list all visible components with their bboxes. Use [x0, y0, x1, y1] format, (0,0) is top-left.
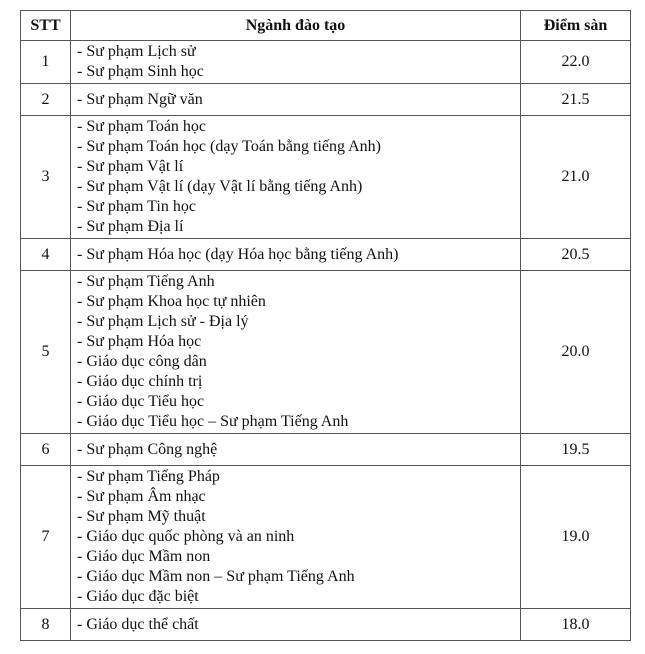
major-item: - Sư phạm Tiếng Anh: [77, 273, 215, 290]
major-item: - Sư phạm Mỹ thuật: [77, 508, 206, 525]
table-row: [21, 434, 631, 466]
major-item: - Sư phạm Ngữ văn: [77, 90, 203, 108]
major-item: - Sư phạm Toán học: [77, 118, 207, 135]
row-majors: [71, 434, 521, 466]
table-row: [21, 84, 631, 116]
major-item: - Sư phạm Vật lí (dạy Vật lí bằng tiếng Anh): [77, 178, 363, 195]
major-item: - Giáo dục Tiểu học – Sư phạm Tiếng Anh: [77, 413, 349, 430]
major-item: - Sư phạm Địa lí: [77, 218, 184, 235]
row-majors: [71, 116, 521, 239]
major-item: - Sư phạm Công nghệ: [77, 440, 218, 458]
table-row: [21, 271, 631, 434]
major-item: - Giáo dục Mầm non – Sư phạm Tiếng Anh: [77, 568, 355, 585]
table-header-row: [21, 11, 631, 41]
major-item: - Giáo dục chính trị: [77, 373, 203, 390]
major-item: - Sư phạm Hóa học (dạy Hóa học bằng tiếng Anh): [77, 245, 399, 263]
major-item: - Giáo dục Tiểu học: [77, 393, 205, 410]
row-majors: [71, 466, 521, 609]
row-stt: 5: [21, 271, 71, 434]
table-row: [21, 41, 631, 84]
row-score: 21.0: [521, 116, 631, 239]
row-majors: [71, 84, 521, 116]
table-row: [21, 609, 631, 641]
major-item: - Sư phạm Sinh học: [77, 63, 204, 80]
header-score: Điểm sàn: [521, 11, 631, 41]
row-stt: 6: [21, 434, 71, 466]
major-item: - Giáo dục công dân: [77, 353, 207, 370]
table-row: [21, 466, 631, 609]
major-item: - Sư phạm Hóa học: [77, 333, 202, 350]
row-majors: [71, 609, 521, 641]
header-major: Ngành đào tạo: [71, 11, 521, 41]
row-score: 19.5: [521, 434, 631, 466]
table-row: [21, 116, 631, 239]
row-score: 22.0: [521, 41, 631, 84]
row-stt: 2: [21, 84, 71, 116]
major-item: - Sư phạm Lịch sử: [77, 43, 196, 60]
major-item: - Giáo dục đặc biệt: [77, 588, 199, 605]
major-item: - Sư phạm Âm nhạc: [77, 488, 206, 505]
major-item: - Sư phạm Tiếng Pháp: [77, 468, 220, 485]
row-majors: [71, 239, 521, 271]
row-score: 20.5: [521, 239, 631, 271]
row-stt: 1: [21, 41, 71, 84]
row-stt: 7: [21, 466, 71, 609]
major-item: - Giáo dục Mầm non: [77, 548, 211, 565]
row-majors: [71, 41, 521, 84]
header-stt: STT: [21, 11, 71, 41]
major-item: - Giáo dục thể chất: [77, 615, 199, 633]
row-score: 18.0: [521, 609, 631, 641]
admission-score-table: [20, 10, 631, 641]
major-item: - Sư phạm Lịch sử - Địa lý: [77, 313, 249, 330]
major-item: - Giáo dục quốc phòng và an ninh: [77, 528, 295, 545]
major-item: - Sư phạm Vật lí: [77, 158, 184, 175]
major-item: - Sư phạm Khoa học tự nhiên: [77, 293, 266, 310]
row-score: 19.0: [521, 466, 631, 609]
row-score: 20.0: [521, 271, 631, 434]
major-item: - Sư phạm Toán học (dạy Toán bằng tiếng Anh): [77, 138, 382, 155]
table-body: [21, 41, 631, 641]
row-stt: 3: [21, 116, 71, 239]
row-stt: 8: [21, 609, 71, 641]
row-majors: [71, 271, 521, 434]
row-score: 21.5: [521, 84, 631, 116]
table-row: [21, 239, 631, 271]
major-item: - Sư phạm Tin học: [77, 198, 196, 215]
row-stt: 4: [21, 239, 71, 271]
